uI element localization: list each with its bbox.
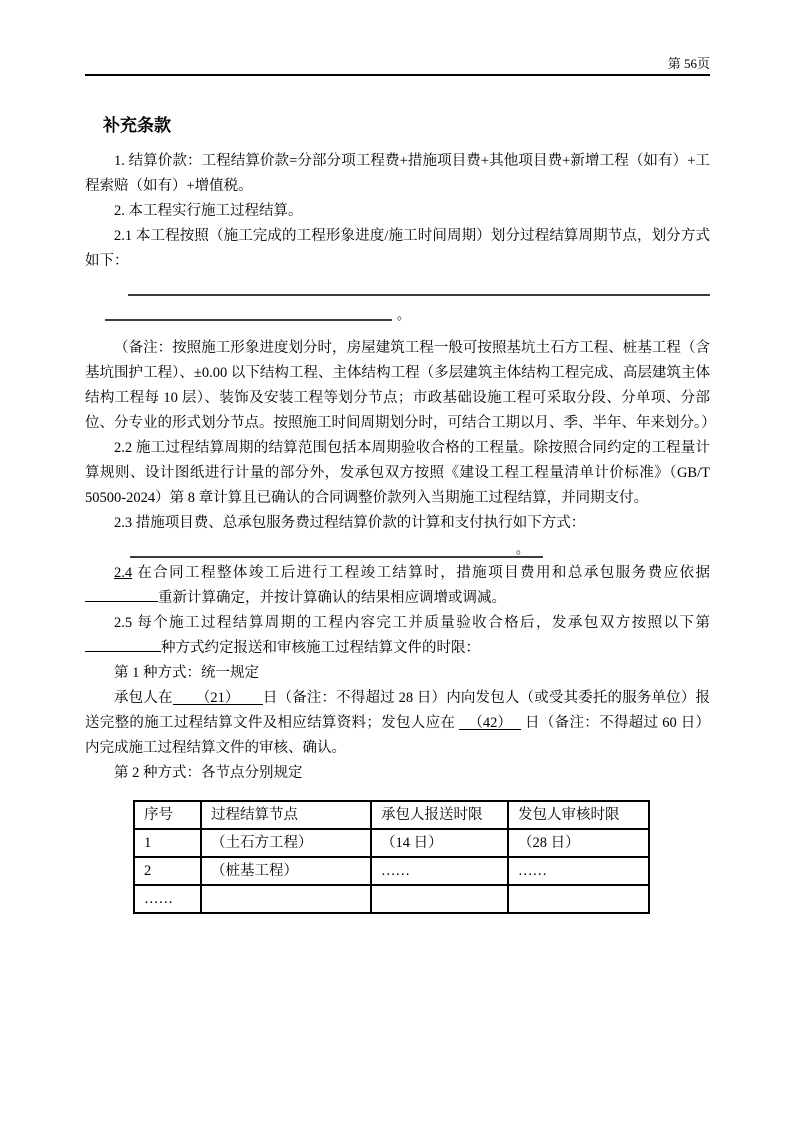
clause-2-2: 2.2 施工过程结算周期的结算范围包括本周期验收合格的工程量。除按照合同约定的工程量计算规则、设计图纸进行计量的部分外，发承包双方按照《建设工程工程量清单计价标准》（GB/T 50500-2024）第 8 章计算且已确认的合同调整价款列入当期施工过程结算，并同期支付。 xyxy=(85,440,710,506)
fill-in-blank-employer-days: （42） xyxy=(459,715,521,730)
table-header-row xyxy=(134,801,649,829)
clause-2-3: 2.3 措施项目费、总承包服务费过程结算价款的计算和支付执行如下方式： xyxy=(114,515,586,531)
blank-underline xyxy=(105,319,392,321)
settlement-nodes-table xyxy=(133,800,650,914)
cell-employer-deadline: …… xyxy=(508,857,649,885)
fill-in-blank-method-number xyxy=(85,637,161,652)
page-number: 第 56页 xyxy=(667,56,710,71)
table-row xyxy=(134,857,649,885)
cell-contractor-deadline: …… xyxy=(371,857,508,885)
cell-node: （土石方工程） xyxy=(201,829,371,857)
header-cell-contractor-deadline: 承包人报送时限 xyxy=(371,801,508,829)
clause-2-1: 2.1 本工程按照（施工完成的工程形象进度/施工时间周期）划分过程结算周期节点，划分方式如下： xyxy=(85,228,710,269)
cell-node: （桩基工程） xyxy=(201,857,371,885)
header-cell-node: 过程结算节点 xyxy=(201,801,371,829)
clause-2-4 xyxy=(85,561,710,611)
page-header xyxy=(85,56,710,76)
header-cell-index: 序号 xyxy=(134,801,201,829)
method-1-text-a: 承包人在 xyxy=(114,690,173,706)
table-row xyxy=(134,829,649,857)
clause-2-4-number: 2.4 xyxy=(114,565,133,581)
table-row xyxy=(134,885,649,913)
fill-in-blank-contractor-days: （21） xyxy=(173,690,263,705)
blank-underline xyxy=(128,294,710,296)
clause-2-4-text-a: 在合同工程整体竣工后进行工程竣工结算时，措施项目费用和总承包服务费应依据 xyxy=(132,565,710,581)
fill-in-line-3 xyxy=(85,536,710,561)
method-1-text-b: 日（备注：不得超过 28 日）内向发包人（或受其委托的服务单位）报送完整的施工过程结算文件及相应结算资料；发包人应在 xyxy=(85,690,711,731)
clause-2-5-text-a: 2.5 每个施工过程结算周期的工程内容完工并质量验收合格后，发承包双方按照以下第 xyxy=(114,615,710,631)
cell-contractor-deadline xyxy=(371,885,508,913)
clause-1: 1. 结算价款：工程结算价款=分部分项工程费+措施项目费+其他项目费+新增工程（如有）+工程索赔（如有）+增值税。 xyxy=(85,153,710,194)
cell-employer-deadline: （28 日） xyxy=(508,829,649,857)
fill-in-line-1 xyxy=(85,274,710,299)
cell-employer-deadline xyxy=(508,885,649,913)
document-title: 补充条款 xyxy=(103,116,171,135)
header-cell-employer-deadline: 发包人审核时限 xyxy=(508,801,649,829)
cell-index: 1 xyxy=(134,829,201,857)
cell-index: 2 xyxy=(134,857,201,885)
period-mark: 。 xyxy=(397,307,411,322)
method-1-text-c: 日（备注：不得超过 60 日）内完成施工过程结算文件的审核、确认。 xyxy=(85,715,710,756)
clause-2: 2. 本工程实行施工过程结算。 xyxy=(114,203,303,219)
cell-index: …… xyxy=(134,885,201,913)
clause-2-5-text-b: 种方式约定报送和审核施工过程结算文件的时限： xyxy=(161,640,480,656)
clause-2-1-remark: （备注：按照施工形象进度划分时，房屋建筑工程一般可按照基坑土石方工程、桩基工程（含基坑围护工程）、±0.00 以下结构工程、主体结构工程（多层建筑主体结构工程完成、高层建筑主体结构工程每 10 层）、装饰及安装工程等划分节点；市政基础设施工程可采取分段、分单项、分部位、分专业的形式划分节点。按照施工时间周期划分时，可结合工期以月、季、半年、年来划分。） xyxy=(85,340,716,431)
clause-2-5 xyxy=(85,611,710,661)
blank-underline: 。 xyxy=(130,541,543,558)
fill-in-line-2 xyxy=(85,299,710,324)
clause-2-4-text-b: 重新计算确定，并按计算确认的结果相应调增或调减。 xyxy=(158,590,506,606)
method-1-body xyxy=(85,686,710,761)
method-2-heading: 第 2 种方式：各节点分别规定 xyxy=(114,765,303,781)
cell-contractor-deadline: （14 日） xyxy=(371,829,508,857)
fill-in-blank-basis xyxy=(85,587,158,602)
method-1-heading: 第 1 种方式：统一规定 xyxy=(114,665,259,681)
cell-node xyxy=(201,885,371,913)
